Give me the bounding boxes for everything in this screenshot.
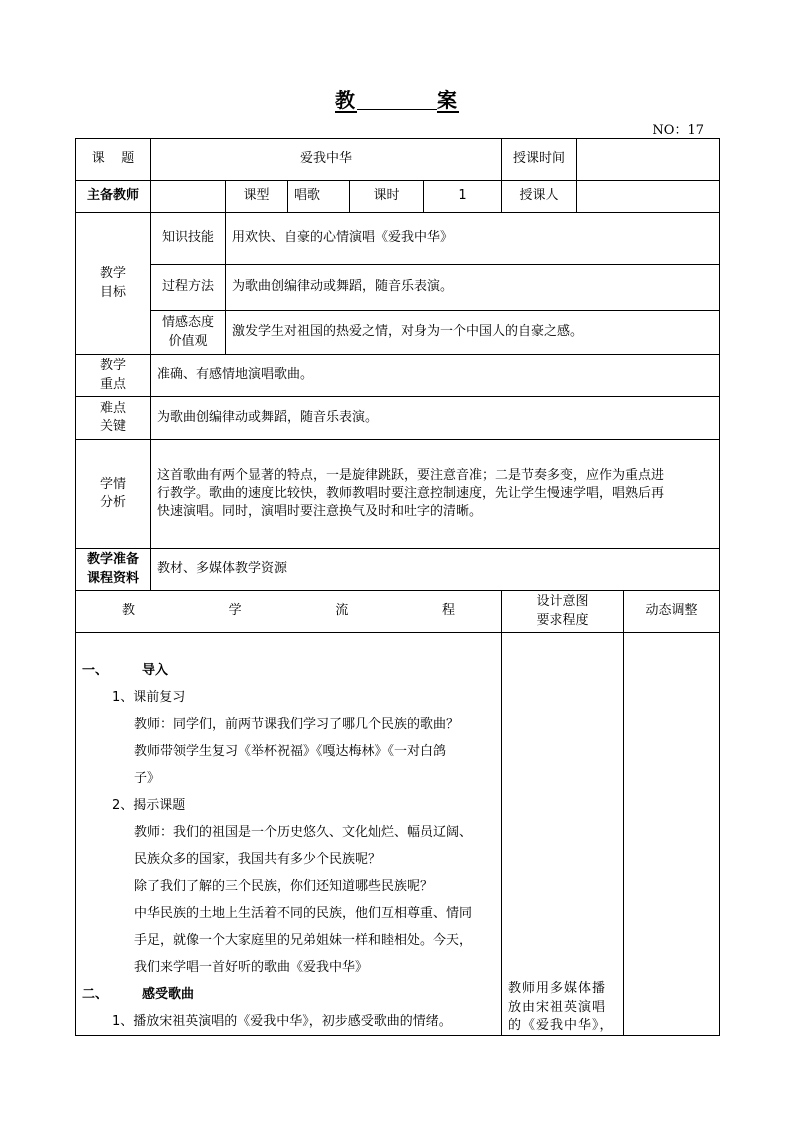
- flow-body-row: [76, 633, 720, 1036]
- intent-header-1: 设计意图: [536, 594, 589, 610]
- topic-label: 课 题: [76, 139, 151, 181]
- process-label: 过程方法: [151, 265, 226, 311]
- hours-value: 1: [424, 181, 502, 213]
- intent-note-3: 的《爱我中华》，: [508, 1017, 614, 1033]
- step-1-2-line-e: 手足，就像一个大家庭里的兄弟姐妹一样和睦相处。今天，: [134, 933, 473, 948]
- analysis-label-1: 学情: [99, 476, 126, 492]
- analysis-label: [76, 440, 151, 549]
- document-number: NO：17: [652, 123, 704, 138]
- intent-note-2: 放由宋祖英演唱: [508, 999, 607, 1015]
- step-1-2-line-d: 中华民族的土地上生活着不同的民族，他们互相尊重、情同: [134, 906, 473, 921]
- emotion-label-2: 价值观: [168, 333, 208, 349]
- step-1-2-line-a: 教师：我们的祖国是一个历史悠久、文化灿烂、幅员辽阔、: [134, 825, 473, 840]
- intent-note-1: 教师用多媒体播: [508, 981, 607, 997]
- knowledge-label: 知识技能: [151, 213, 226, 265]
- intent-header-2: 要求程度: [536, 612, 589, 628]
- prep-label-1: 教学准备: [86, 552, 139, 568]
- flow-header-c1: 教: [122, 603, 136, 619]
- prep-label: [76, 549, 151, 591]
- type-value: 唱歌: [288, 181, 350, 213]
- section-1-number: 一、: [82, 663, 109, 678]
- goals-label-2: 目标: [99, 284, 126, 300]
- key-point-label: [76, 355, 151, 397]
- emotion-value: 激发学生对祖国的热爱之情，对身为一个中国人的自豪之感。: [226, 311, 720, 355]
- flow-content: [76, 633, 502, 1036]
- analysis-row: [76, 440, 720, 549]
- step-2-1: 1、播放宋祖英演唱的《爱我中华》，初步感受歌曲的情绪。: [112, 1014, 452, 1029]
- knowledge-value: 用欢快、自豪的心情演唱《爱我中华》: [226, 213, 720, 265]
- lecturer-label: 授课人: [502, 181, 577, 213]
- intent-header: [502, 591, 624, 633]
- section-2-title: 感受歌曲: [142, 987, 195, 1002]
- section-2-heading: [82, 981, 495, 1008]
- analysis-line-2: 行教学。歌曲的速度比较快，教师教唱时要注意控制速度，先让学生慢速学唱，唱熟后再: [157, 485, 665, 501]
- flow-header-row: [76, 591, 720, 633]
- key-point-row: [76, 355, 720, 397]
- teacher-row: [76, 181, 720, 213]
- flow-header-c3: 流: [335, 603, 349, 619]
- prep-label-2: 课程资料: [86, 570, 139, 586]
- step-1-1-line-b: 教师带领学生复习《举杯祝福》《嘎达梅林》《一对白鸽: [134, 744, 447, 759]
- step-1-2: 2、揭示课题: [112, 798, 186, 813]
- key-point-label-2: 重点: [99, 376, 126, 392]
- prep-value: 教材、多媒体教学资源: [151, 549, 720, 591]
- section-1-heading: [82, 657, 495, 684]
- time-value: [577, 139, 720, 181]
- difficulty-label-1: 难点: [99, 400, 126, 416]
- hours-label: 课时: [350, 181, 424, 213]
- analysis-line-1: 这首歌曲有两个显著的特点，一是旋律跳跃，要注意音准；二是节奏多变，应作为重点进: [157, 467, 665, 483]
- time-label: 授课时间: [502, 139, 577, 181]
- section-1-title: 导入: [142, 663, 169, 678]
- analysis-value: [151, 440, 720, 549]
- difficulty-label-2: 关键: [99, 419, 126, 434]
- analysis-label-2: 分析: [99, 495, 126, 510]
- goals-label-1: 教学: [99, 266, 126, 282]
- difficulty-value: 为歌曲创编律动或舞蹈，随音乐表演。: [151, 397, 720, 440]
- title-right: 案: [437, 88, 459, 112]
- lecturer-value: [577, 181, 720, 213]
- teacher-value: [151, 181, 226, 213]
- intent-content: [502, 633, 624, 1036]
- step-1-2-line-b: 民族众多的国家，我国共有多少个民族呢？: [134, 852, 382, 867]
- step-1-1-line-c: 子》: [134, 771, 161, 786]
- flow-header-c4: 程: [441, 603, 455, 619]
- title-underline: [357, 108, 437, 110]
- document-title: [0, 84, 794, 113]
- adjust-header: 动态调整: [624, 591, 720, 633]
- flow-header-c2: 学: [228, 603, 242, 619]
- key-point-label-1: 教学: [99, 358, 126, 374]
- goals-label: [76, 213, 151, 355]
- lesson-plan-table: [75, 138, 720, 1036]
- section-2-number: 二、: [82, 987, 109, 1002]
- title-left: 教: [335, 88, 357, 112]
- type-label: 课型: [226, 181, 288, 213]
- teacher-label: 主备教师: [76, 181, 151, 213]
- goal-knowledge-row: [76, 213, 720, 265]
- step-1-1: 1、课前复习: [112, 690, 186, 705]
- goal-emotion-row: [76, 311, 720, 355]
- step-1-2-line-f: 我们来学唱一首好听的歌曲《爱我中华》: [134, 960, 369, 975]
- topic-row: [76, 139, 720, 181]
- difficulty-row: [76, 397, 720, 440]
- flow-header: [76, 591, 502, 633]
- emotion-label: [151, 311, 226, 355]
- adjust-content: [624, 633, 720, 1036]
- emotion-label-1: 情感态度: [161, 315, 214, 331]
- key-point-value: 准确、有感情地演唱歌曲。: [151, 355, 720, 397]
- process-value: 为歌曲创编律动或舞蹈，随音乐表演。: [226, 265, 720, 311]
- difficulty-label: [76, 397, 151, 440]
- topic-value: 爱我中华: [151, 139, 502, 181]
- step-1-2-line-c: 除了我们了解的三个民族，你们还知道哪些民族呢？: [134, 879, 434, 894]
- step-1-1-line-a: 教师：同学们，前两节课我们学习了哪几个民族的歌曲？: [134, 717, 460, 732]
- prep-row: [76, 549, 720, 591]
- analysis-line-3: 快速演唱。同时，演唱时要注意换气及时和吐字的清晰。: [157, 504, 483, 520]
- goal-process-row: [76, 265, 720, 311]
